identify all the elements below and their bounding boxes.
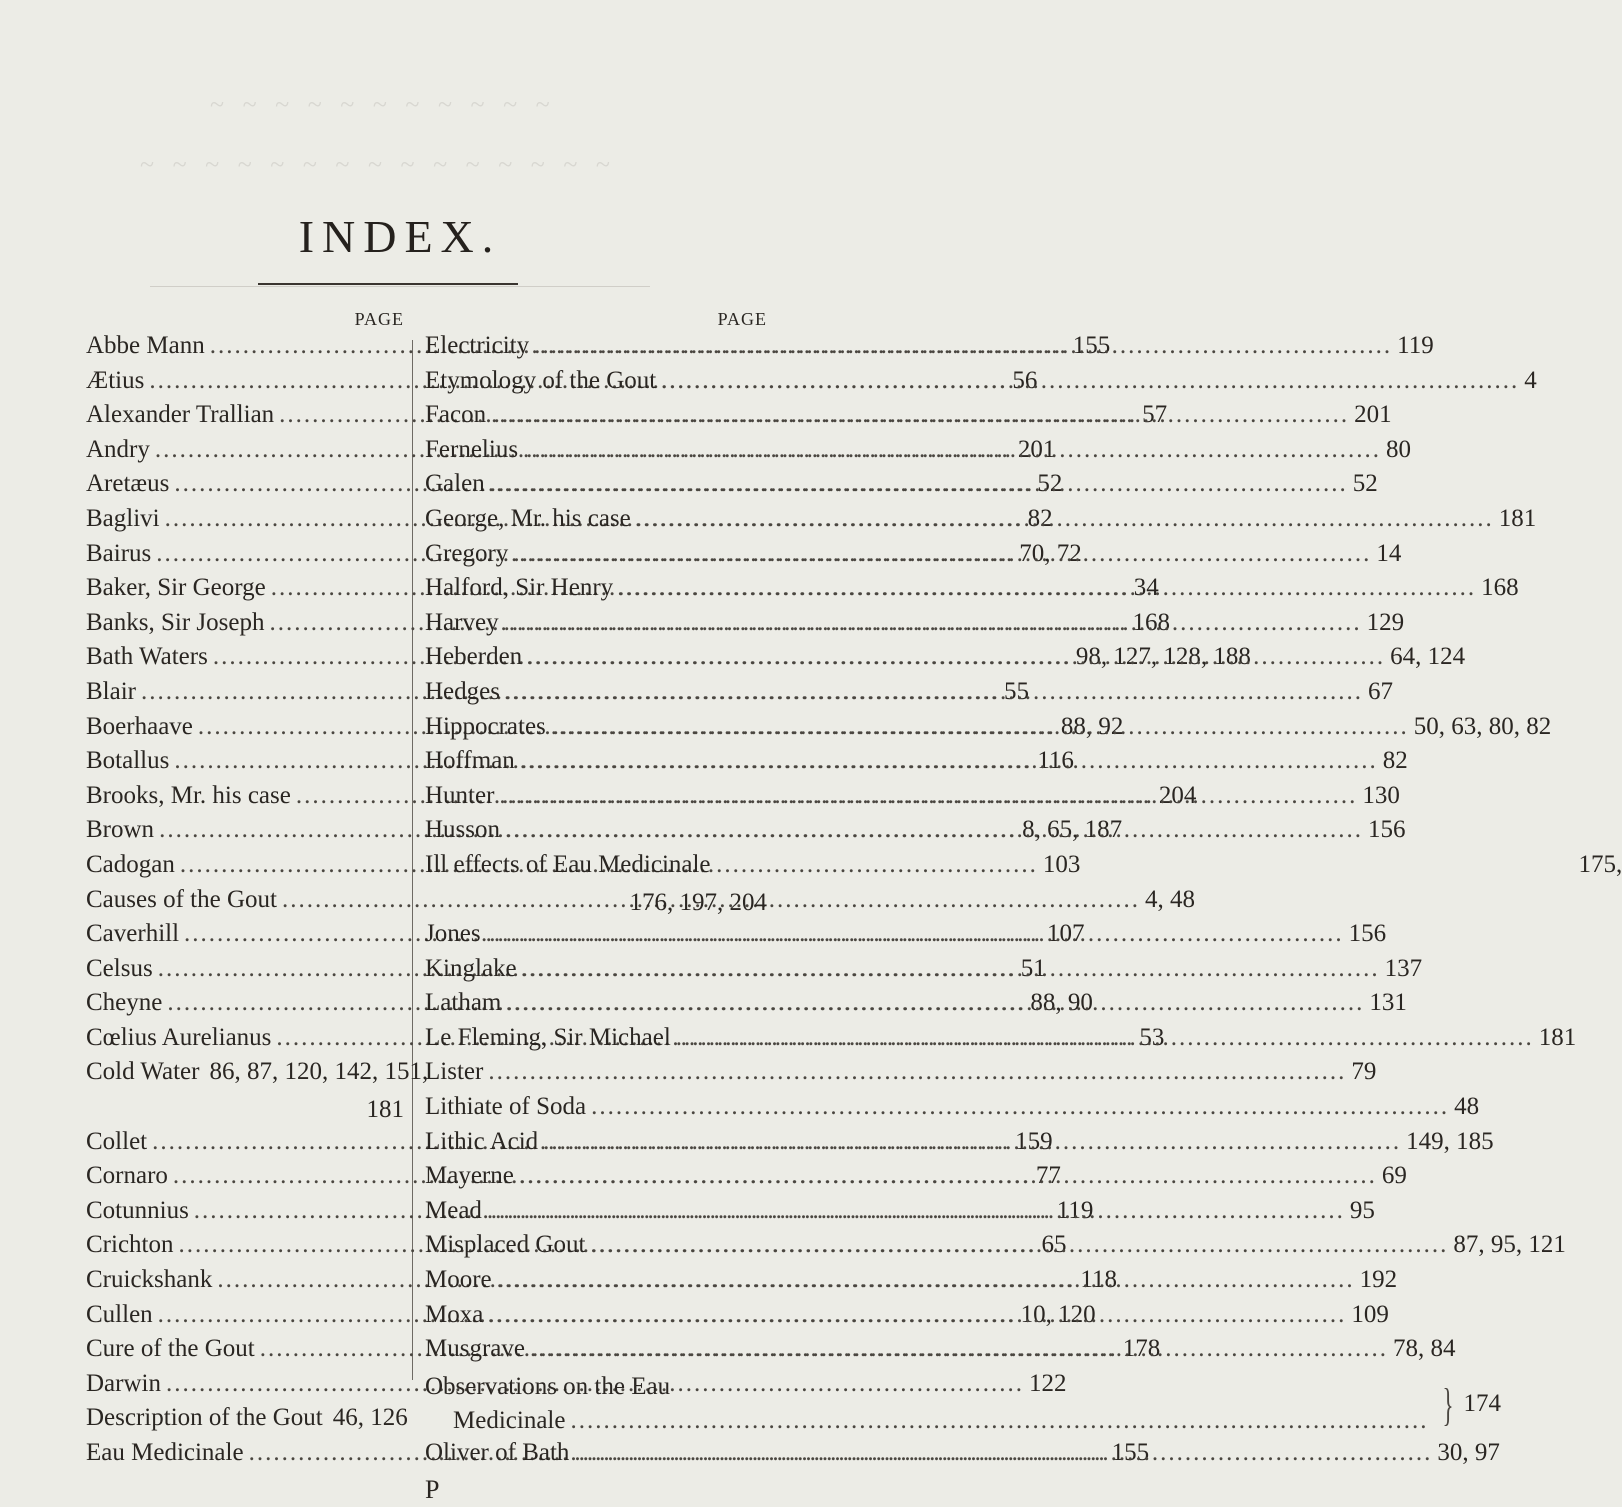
dot-leader [590,1231,1448,1259]
dot-leader [513,540,1371,568]
entry-pages: 82 [1027,504,1053,532]
entry-name: Heberden [425,643,523,671]
entry-name: Andry [86,435,150,463]
dot-leader [505,816,1363,844]
dot-leader [661,367,1519,395]
entry-name: Bath Waters [86,643,208,671]
entry-name: Darwin [86,1369,161,1397]
entry-pages: 50, 63, 80, 82 [1413,712,1552,740]
entry-pages: 103 [1042,850,1081,878]
entry-pages: 53 [1139,1023,1165,1051]
entry-pages: 79 [1351,1058,1377,1086]
entry-pages: 51 [1020,954,1046,982]
entry-pages: 30, 97 [1437,1438,1500,1466]
entry-name: Baglivi [86,504,160,532]
entry-name: Bairus [86,539,152,567]
entry-pages: 69 [1381,1162,1407,1190]
entry-pages: 116 [1037,747,1074,775]
page-column-header: PAGE [717,309,767,329]
bracket-entry-line2-row [425,1404,1433,1439]
entry-pages: 88, 92 [1060,712,1124,740]
entry-name: Cruickshank [86,1266,213,1294]
entry-pages: 55 [1004,677,1029,705]
page-column-header: PAGE [354,309,404,329]
entry-name: George, Mr. his case [425,504,631,532]
entry-name: Harvey [425,608,499,636]
entry-name: Cotunnius [86,1196,189,1224]
catchword: P [425,1475,440,1505]
title-faint-rule [150,286,650,287]
entry-name: Moxa [425,1300,484,1328]
entry-name: Hoffman [425,747,515,775]
index-entry [425,1058,1377,1093]
entry-name: Cornaro [86,1162,168,1190]
entry-pages: 131 [1369,989,1407,1017]
dot-leader [490,470,1348,498]
entry-name: Description of the Gout [86,1404,323,1432]
entry-pages: 175, [1578,850,1622,878]
entry-pages: 192 [1359,1266,1398,1294]
dot-leader [551,713,1409,741]
entry-pages: 10, 120 [1020,1300,1096,1328]
dot-leader [570,1404,1428,1439]
entry-name: Latham [425,989,502,1017]
entry-name: Eau Medicinale [86,1439,244,1466]
dot-leader [491,401,1349,429]
entry-name: Gregory [425,539,509,567]
entry-pages: 201 [1354,401,1392,429]
dot-leader [523,436,1381,464]
entry-pages: 4 [1524,366,1537,394]
entry-name: Celsus [86,954,153,982]
index-title: INDEX. [298,211,502,262]
entry-pages: 52 [1352,470,1378,498]
entry-pages: 80 [1386,435,1412,463]
bracket-entry-lines [425,1370,1433,1439]
title-rule [258,283,518,285]
entry-pages: 155 [1072,332,1111,359]
entry-pages: 174 [1463,1390,1502,1418]
entry-pages: 65 [1041,1231,1067,1259]
entry-name: Facon [425,401,487,429]
entry-pages: 109 [1351,1300,1389,1328]
entry-pages: 168 [1481,574,1519,602]
dot-leader [543,1128,1401,1156]
entry-pages: 8, 65, 187 [1022,816,1123,844]
entry-name: Cullen [86,1300,153,1328]
dot-leader [534,332,1392,360]
dot-leader [591,1093,1449,1121]
dot-leader [488,1058,1346,1086]
entry-pages: 88, 90 [1030,989,1093,1017]
entry-pages: 149, 185 [1406,1127,1494,1155]
entry-pages: 119 [1056,1196,1094,1224]
index-entry [425,1093,1480,1128]
entry-name: Fernelius [425,435,519,463]
entry-name: Kinglake [425,954,517,982]
entry-name: Etymology of the Gout [425,366,657,394]
entry-name: Hippocrates [425,712,546,740]
entry-pages: 78, 84 [1392,1335,1456,1363]
dot-leader [504,609,1362,637]
entry-name: Electricity [425,332,530,359]
entry-name: Jones [425,920,481,948]
entry-pages: 77 [1035,1162,1061,1190]
entry-pages: 95 [1349,1196,1375,1224]
entry-pages: 70, 72 [1019,539,1082,567]
entry-pages: 201 [1017,435,1056,463]
entry-name: Moore [425,1266,492,1294]
entry-pages: 52 [1037,470,1063,498]
dot-leader [505,678,1363,706]
entry-name: Lithiate of Soda [425,1093,587,1121]
entry-pages: 57 [1142,401,1168,429]
entry-pages: 34 [1133,574,1159,602]
entry-name: Aretæus [86,470,170,498]
entry-pages: 87, 95, 121 [1453,1231,1566,1259]
entry-pages: 156 [1368,816,1406,844]
entry-pages: 119 [1397,332,1434,359]
entry-name: Botallus [86,747,170,775]
dot-leader [499,782,1357,810]
entry-name: Mead [425,1196,482,1224]
index-entry [425,470,1378,505]
dot-leader [636,505,1494,533]
entry-name: Baker, Sir George [86,574,266,602]
bracket-entry-line1: Observations on the Eau [425,1372,671,1400]
index-entry [86,1058,429,1093]
dot-leader [530,1335,1388,1363]
dot-leader [527,643,1385,671]
entry-pages: 4, 48 [1144,885,1195,913]
dot-leader [522,955,1380,983]
entry-pages: 86, 87, 120, 142, 151, [209,1058,429,1086]
entry-pages: 64, 124 [1390,643,1466,671]
entry-name: Oliver of Bath [425,1438,570,1466]
entry-name: Cure of the Gout [86,1335,255,1363]
entry-name: Crichton [86,1231,174,1259]
entry-name: Cold Water [86,1058,200,1086]
entry-pages: 98, 127, 128, 188 [1075,643,1251,671]
entry-name: Le Fleming, Sir Michael [425,1023,671,1051]
entry-pages-continuation: 181 [366,1096,404,1124]
entry-pages: 181 [1538,1023,1577,1051]
dot-leader [618,574,1476,602]
dot-leader [488,1301,1346,1329]
entry-pages: 178 [1122,1335,1161,1363]
entry-name: Lithic Acid [425,1127,539,1155]
dot-leader [487,1197,1345,1225]
dot-leader [676,1024,1534,1052]
entry-name: Musgrave [425,1335,525,1363]
entry-pages: 156 [1348,920,1387,948]
entry-name: Blair [86,677,136,705]
entry-name: Galen [425,470,485,498]
dot-leader [497,1266,1355,1294]
dot-leader [574,1439,1432,1467]
entry-name: Brooks, Mr. his case [86,781,291,809]
dot-leader [506,989,1364,1017]
bracket-entry-line2: Medicinale [453,1407,566,1435]
entry-name: Cœlius Aurelianus [86,1023,272,1051]
entry-name: Mayerne [425,1162,514,1190]
dot-leader [519,1162,1377,1190]
entry-name: Alexander Trallian [86,401,275,429]
dot-leader [520,747,1378,775]
entry-pages: 137 [1384,954,1423,982]
entry-name: Husson [425,816,501,844]
entry-pages: 129 [1366,608,1405,636]
entry-name: Hedges [425,677,500,705]
entry-name: Misplaced Gout [425,1231,586,1259]
curly-brace-icon: } [1442,1378,1455,1430]
entry-pages: 107 [1047,920,1085,948]
entry-name: Brown [86,816,155,844]
entry-name: Causes of the Gout [86,885,277,913]
entry-pages: 159 [1015,1127,1053,1155]
entry-pages: 46, 126 [332,1404,408,1432]
entry-name: Cheyne [86,989,163,1017]
entry-name: Ætius [86,366,145,394]
entry-name: Caverhill [86,920,180,948]
entry-pages: 56 [1012,366,1038,394]
entry-pages: 155 [1111,1439,1150,1466]
entry-pages: 204 [1158,781,1197,809]
entry-pages: 14 [1376,539,1402,567]
entry-pages: 48 [1454,1093,1480,1121]
show-through-bleed: ~ ~ ~ ~ ~ ~ ~ ~ ~ ~ ~ ~ ~ ~ ~ ~ ~ ~ ~ ~ ~ ~ ~ ~ ~ ~ [140,90,616,179]
entry-name: Cadogan [86,850,175,878]
entry-pages: 118 [1080,1266,1117,1294]
index-entry [86,1404,408,1439]
entry-name: Hunter [425,781,495,809]
entry-pages-continuation: 176, 197, 204 [629,888,767,916]
entry-name: Halford, Sir Henry [425,574,614,602]
dot-leader [486,920,1344,948]
entry-pages: 130 [1362,781,1400,809]
entry-name: Ill effects of Eau Medicinale [425,850,711,878]
entry-name: Collet [86,1127,148,1155]
entry-pages: 181 [1498,504,1537,532]
entry-name: Boerhaave [86,712,193,740]
entry-pages: 67 [1367,677,1393,705]
entry-name: Abbe Mann [86,332,205,359]
entry-pages: 168 [1132,608,1170,636]
entry-name: Banks, Sir Joseph [86,608,265,636]
entry-pages: 122 [1028,1369,1067,1397]
entry-pages: 82 [1382,747,1408,775]
entry-name: Lister [425,1058,484,1086]
